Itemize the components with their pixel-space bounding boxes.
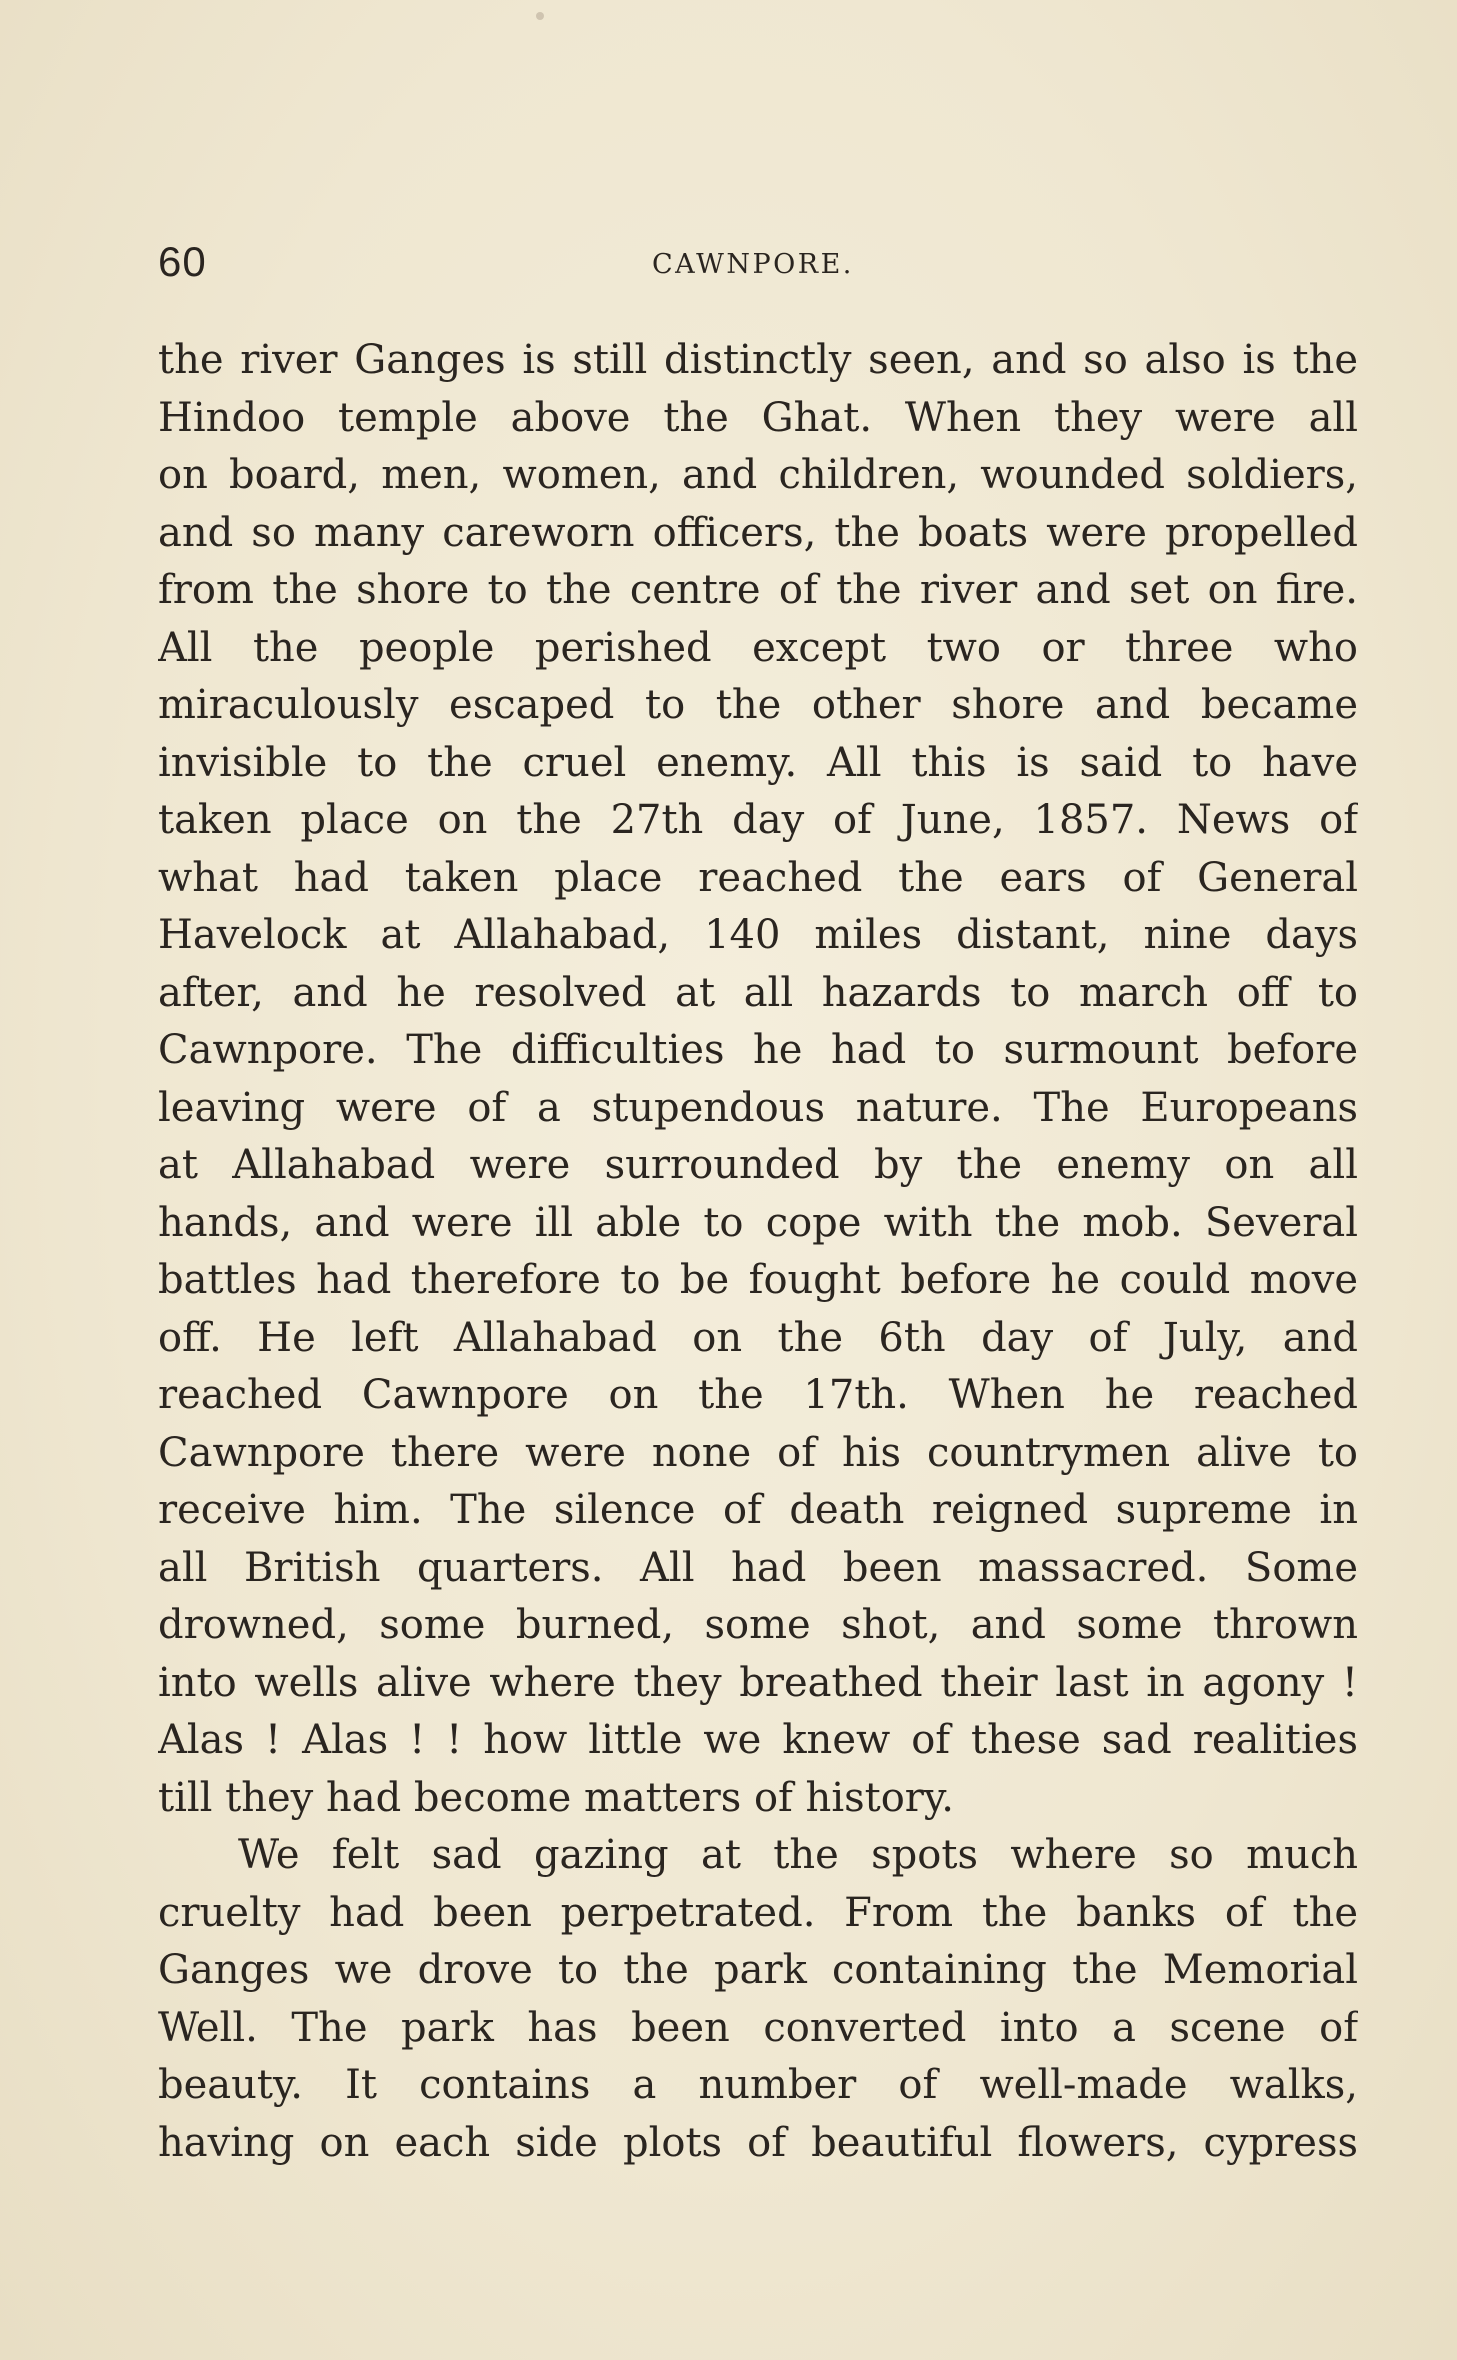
body-text — [158, 332, 1358, 2172]
text-line: taken place on the 27th day of June, 1857. News of — [158, 797, 1358, 843]
text-line: after, and he resolved at all hazards to march off to — [158, 969, 1358, 1016]
text-line: Alas ! Alas ! ! how little we knew of these sad realities — [158, 1717, 1358, 1763]
running-head: CAWNPORE. — [652, 249, 854, 280]
paragraph-end-line: till they had become matters of history. — [158, 1774, 954, 1821]
text-line: and so many careworn officers, the boats were propelled — [158, 509, 1358, 556]
text-line: Hindoo temple above the Ghat. When they were all — [158, 394, 1358, 441]
text-line: into wells alive where they breathed their last in agony ! — [158, 1659, 1358, 1706]
text-line: hands, and were ill able to cope with the mob. Several — [158, 1199, 1358, 1246]
ink-smudge — [536, 12, 544, 20]
text-line: Well. The park has been converted into a scene of — [158, 2004, 1358, 2051]
text-line: beauty. It contains a number of well-made walks, — [158, 2062, 1358, 2108]
text-line: Ganges we drove to the park containing the Memorial — [158, 1947, 1358, 1993]
text-line: miraculously escaped to the other shore and became — [158, 682, 1358, 728]
text-line: at Allahabad were surrounded by the enemy on all — [158, 1142, 1358, 1188]
text-line: having on each side plots of beautiful flowers, cypress — [158, 2119, 1358, 2166]
text-line: what had taken place reached the ears of General — [158, 854, 1358, 901]
text-line: leaving were of a stupendous nature. The Europeans — [158, 1084, 1358, 1131]
text-line: Cawnpore. The difficulties he had to surmount before — [158, 1027, 1358, 1073]
paragraph-start-line: We felt sad gazing at the spots where so much — [238, 1832, 1358, 1878]
text-line: drowned, some burned, some shot, and some thrown — [158, 1602, 1358, 1648]
page-number: 60 — [158, 238, 207, 285]
page-header — [158, 232, 1358, 292]
text-line: All the people perished except two or three who — [158, 624, 1358, 671]
text-line: invisible to the cruel enemy. All this is said to have — [158, 739, 1358, 786]
text-line: Cawnpore there were none of his countrymen alive to — [158, 1429, 1358, 1476]
text-line: cruelty had been perpetrated. From the banks of the — [158, 1889, 1358, 1936]
text-line: all British quarters. All had been massacred. Some — [158, 1544, 1358, 1591]
text-line: battles had therefore to be fought before he could move — [158, 1257, 1358, 1303]
text-line: receive him. The silence of death reigned supreme in — [158, 1487, 1358, 1533]
text-line: off. He left Allahabad on the 6th day of July, and — [158, 1314, 1358, 1361]
text-line: the river Ganges is still distinctly seen, and so also is the — [158, 337, 1358, 383]
text-line: reached Cawnpore on the 17th. When he reached — [158, 1372, 1358, 1418]
text-line: from the shore to the centre of the river and set on fire. — [158, 567, 1358, 613]
text-line: on board, men, women, and children, wounded soldiers, — [158, 452, 1358, 498]
text-line: Havelock at Allahabad, 140 miles distant, nine days — [158, 912, 1358, 958]
